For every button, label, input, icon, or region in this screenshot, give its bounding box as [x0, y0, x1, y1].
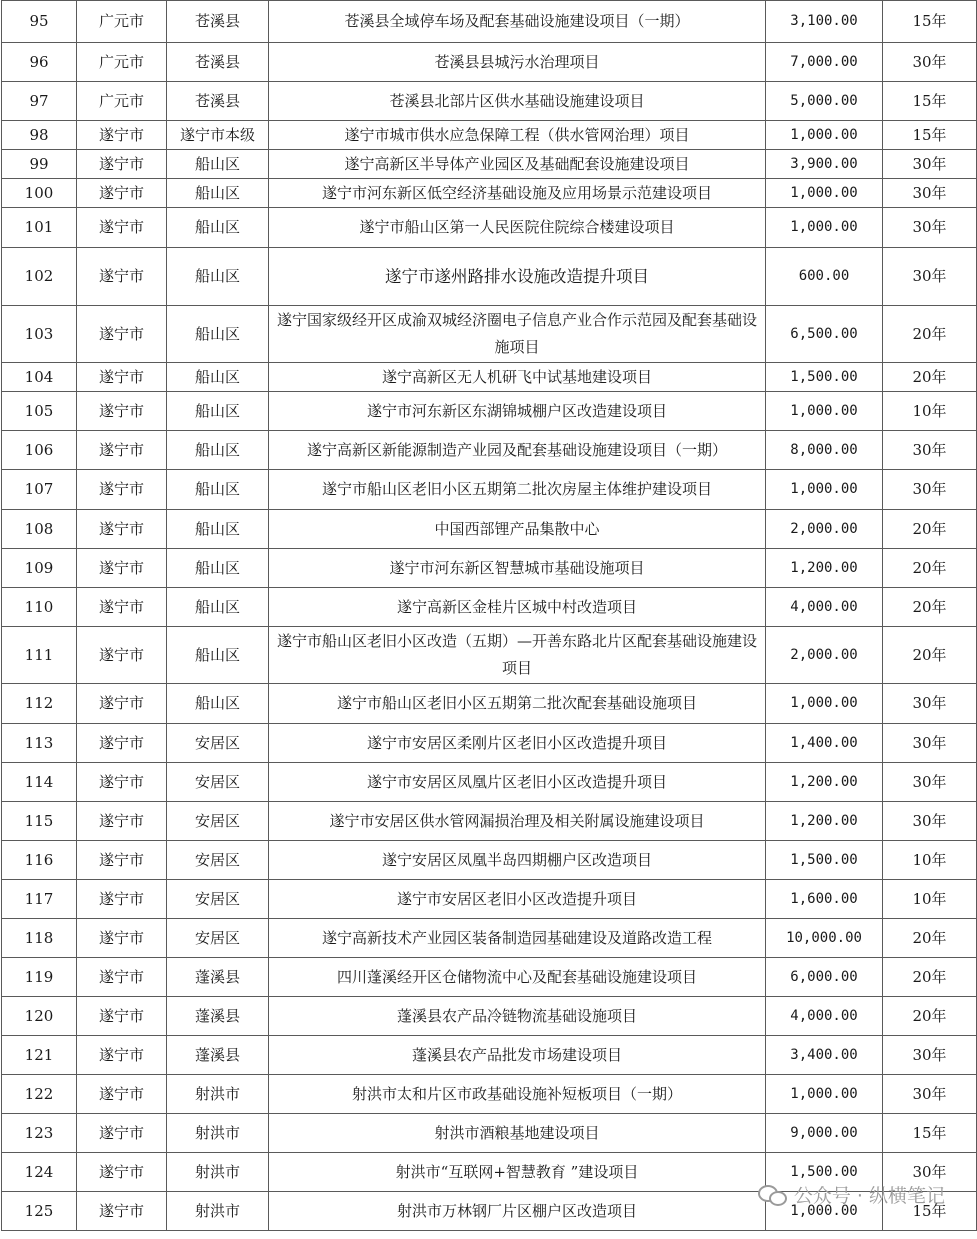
table-row: [2, 627, 977, 684]
cell-term: 30年: [883, 431, 977, 470]
cell-project: 苍溪县全域停车场及配套基础设施建设项目（一期）: [269, 1, 766, 43]
table-row: [2, 363, 977, 392]
cell-county: 船山区: [167, 627, 269, 684]
cell-no: 96: [2, 43, 77, 82]
cell-term: 30年: [883, 470, 977, 510]
cell-amount: 2,000.00: [766, 627, 883, 684]
cell-city: 遂宁市: [77, 470, 167, 510]
cell-county: 射洪市: [167, 1114, 269, 1153]
table-row: [2, 724, 977, 763]
cell-amount: 6,000.00: [766, 958, 883, 997]
cell-amount: 8,000.00: [766, 431, 883, 470]
cell-project: 射洪市太和片区市政基础设施补短板项目（一期）: [269, 1075, 766, 1114]
table-row: [2, 802, 977, 841]
cell-term: 30年: [883, 43, 977, 82]
table-row: [2, 431, 977, 470]
cell-no: 117: [2, 880, 77, 919]
cell-term: 30年: [883, 248, 977, 306]
cell-amount: 1,000.00: [766, 208, 883, 248]
cell-county: 射洪市: [167, 1192, 269, 1231]
cell-term: 20年: [883, 997, 977, 1036]
table-row: [2, 1, 977, 43]
cell-city: 遂宁市: [77, 880, 167, 919]
table-row: [2, 841, 977, 880]
cell-project: 遂宁市船山区老旧小区改造（五期）—开善东路北片区配套基础设施建设项目: [269, 627, 766, 684]
cell-amount: 4,000.00: [766, 997, 883, 1036]
table-row: [2, 208, 977, 248]
cell-amount: 1,000.00: [766, 1075, 883, 1114]
cell-no: 109: [2, 549, 77, 588]
cell-city: 遂宁市: [77, 958, 167, 997]
cell-county: 苍溪县: [167, 1, 269, 43]
cell-amount: 1,500.00: [766, 1153, 883, 1192]
table-row: [2, 470, 977, 510]
cell-amount: 1,000.00: [766, 179, 883, 208]
cell-project: 四川蓬溪经开区仓储物流中心及配套基础设施建设项目: [269, 958, 766, 997]
cell-city: 遂宁市: [77, 392, 167, 431]
cell-city: 遂宁市: [77, 588, 167, 627]
cell-city: 遂宁市: [77, 841, 167, 880]
cell-project: 遂宁高新区金桂片区城中村改造项目: [269, 588, 766, 627]
cell-county: 安居区: [167, 763, 269, 802]
cell-no: 115: [2, 802, 77, 841]
cell-term: 10年: [883, 841, 977, 880]
cell-county: 船山区: [167, 392, 269, 431]
cell-amount: 1,000.00: [766, 392, 883, 431]
cell-no: 124: [2, 1153, 77, 1192]
cell-no: 102: [2, 248, 77, 306]
cell-county: 遂宁市本级: [167, 121, 269, 150]
cell-county: 船山区: [167, 150, 269, 179]
cell-term: 20年: [883, 306, 977, 363]
table-row: [2, 588, 977, 627]
cell-no: 104: [2, 363, 77, 392]
cell-county: 船山区: [167, 549, 269, 588]
cell-no: 100: [2, 179, 77, 208]
cell-county: 蓬溪县: [167, 1036, 269, 1075]
cell-city: 遂宁市: [77, 1153, 167, 1192]
cell-project: 遂宁高新区半导体产业园区及基础配套设施建设项目: [269, 150, 766, 179]
cell-term: 30年: [883, 684, 977, 724]
cell-county: 苍溪县: [167, 82, 269, 121]
cell-project: 遂宁市城市供水应急保障工程（供水管网治理）项目: [269, 121, 766, 150]
cell-project: 蓬溪县农产品冷链物流基础设施项目: [269, 997, 766, 1036]
cell-no: 110: [2, 588, 77, 627]
table-row: [2, 919, 977, 958]
cell-amount: 1,200.00: [766, 763, 883, 802]
cell-amount: 1,500.00: [766, 841, 883, 880]
cell-no: 95: [2, 1, 77, 43]
cell-project: 遂宁市河东新区低空经济基础设施及应用场景示范建设项目: [269, 179, 766, 208]
cell-project: 遂宁市河东新区东湖锦城棚户区改造建设项目: [269, 392, 766, 431]
cell-county: 船山区: [167, 363, 269, 392]
cell-county: 船山区: [167, 306, 269, 363]
cell-term: 30年: [883, 1153, 977, 1192]
cell-city: 遂宁市: [77, 208, 167, 248]
cell-amount: 1,200.00: [766, 549, 883, 588]
cell-project: 遂宁市船山区老旧小区五期第二批次配套基础设施项目: [269, 684, 766, 724]
cell-city: 广元市: [77, 1, 167, 43]
cell-amount: 7,000.00: [766, 43, 883, 82]
cell-term: 20年: [883, 588, 977, 627]
cell-amount: 6,500.00: [766, 306, 883, 363]
cell-term: 30年: [883, 1075, 977, 1114]
cell-amount: 1,000.00: [766, 470, 883, 510]
watermark-text: 公众号 · 纵横笔记: [793, 1184, 945, 1207]
cell-no: 119: [2, 958, 77, 997]
cell-term: 15年: [883, 1192, 977, 1231]
cell-no: 122: [2, 1075, 77, 1114]
cell-term: 15年: [883, 82, 977, 121]
cell-no: 114: [2, 763, 77, 802]
cell-no: 105: [2, 392, 77, 431]
cell-project: 遂宁国家级经开区成渝双城经济圈电子信息产业合作示范园及配套基础设施项目: [269, 306, 766, 363]
cell-city: 遂宁市: [77, 431, 167, 470]
cell-amount: 1,000.00: [766, 684, 883, 724]
cell-project: 蓬溪县农产品批发市场建设项目: [269, 1036, 766, 1075]
cell-project: 遂宁安居区凤凰半岛四期棚户区改造项目: [269, 841, 766, 880]
cell-term: 30年: [883, 802, 977, 841]
cell-term: 20年: [883, 549, 977, 588]
table-row: [2, 880, 977, 919]
cell-project: 射洪市“互联网+智慧教育 ”建设项目: [269, 1153, 766, 1192]
table-row: [2, 1114, 977, 1153]
cell-no: 112: [2, 684, 77, 724]
wechat-icon: [758, 1183, 788, 1205]
cell-no: 99: [2, 150, 77, 179]
cell-city: 遂宁市: [77, 627, 167, 684]
cell-project: 苍溪县北部片区供水基础设施建设项目: [269, 82, 766, 121]
cell-county: 船山区: [167, 588, 269, 627]
table-row: [2, 684, 977, 724]
cell-project: 遂宁高新区新能源制造产业园及配套基础设施建设项目（一期）: [269, 431, 766, 470]
cell-county: 苍溪县: [167, 43, 269, 82]
cell-city: 遂宁市: [77, 121, 167, 150]
cell-term: 20年: [883, 627, 977, 684]
cell-term: 20年: [883, 919, 977, 958]
cell-term: 15年: [883, 1114, 977, 1153]
cell-no: 101: [2, 208, 77, 248]
cell-project: 遂宁高新技术产业园区装备制造园基础建设及道路改造工程: [269, 919, 766, 958]
cell-project: 苍溪县县城污水治理项目: [269, 43, 766, 82]
cell-no: 111: [2, 627, 77, 684]
cell-project: 射洪市酒粮基地建设项目: [269, 1114, 766, 1153]
cell-term: 30年: [883, 724, 977, 763]
cell-city: 遂宁市: [77, 763, 167, 802]
cell-no: 121: [2, 1036, 77, 1075]
cell-county: 蓬溪县: [167, 958, 269, 997]
cell-county: 射洪市: [167, 1075, 269, 1114]
cell-term: 15年: [883, 121, 977, 150]
cell-amount: 1,000.00: [766, 1192, 883, 1231]
table-row: [2, 179, 977, 208]
cell-city: 遂宁市: [77, 919, 167, 958]
table-row: [2, 43, 977, 82]
cell-no: 98: [2, 121, 77, 150]
cell-city: 广元市: [77, 43, 167, 82]
cell-county: 安居区: [167, 880, 269, 919]
cell-project: 遂宁市河东新区智慧城市基础设施项目: [269, 549, 766, 588]
table-row: [2, 248, 977, 306]
cell-term: 30年: [883, 763, 977, 802]
cell-project: 遂宁市船山区第一人民医院住院综合楼建设项目: [269, 208, 766, 248]
table-row: [2, 763, 977, 802]
project-table-body: [2, 1, 977, 1231]
cell-city: 遂宁市: [77, 1075, 167, 1114]
cell-amount: 3,400.00: [766, 1036, 883, 1075]
cell-no: 113: [2, 724, 77, 763]
table-row: [2, 306, 977, 363]
table-row: [2, 392, 977, 431]
cell-term: 10年: [883, 880, 977, 919]
cell-term: 30年: [883, 179, 977, 208]
cell-amount: 9,000.00: [766, 1114, 883, 1153]
cell-county: 船山区: [167, 179, 269, 208]
cell-amount: 3,100.00: [766, 1, 883, 43]
account-watermark: [758, 1178, 945, 1210]
cell-county: 安居区: [167, 919, 269, 958]
cell-amount: 1,200.00: [766, 802, 883, 841]
table-row: [2, 958, 977, 997]
table-row: [2, 549, 977, 588]
table-row: [2, 510, 977, 549]
cell-project: 遂宁市安居区老旧小区改造提升项目: [269, 880, 766, 919]
table-row: [2, 1075, 977, 1114]
cell-project: 射洪市万林钢厂片区棚户区改造项目: [269, 1192, 766, 1231]
cell-term: 30年: [883, 150, 977, 179]
cell-amount: 3,900.00: [766, 150, 883, 179]
cell-county: 安居区: [167, 724, 269, 763]
cell-city: 遂宁市: [77, 1192, 167, 1231]
cell-no: 116: [2, 841, 77, 880]
cell-city: 遂宁市: [77, 150, 167, 179]
cell-city: 遂宁市: [77, 1114, 167, 1153]
cell-term: 30年: [883, 1036, 977, 1075]
cell-term: 30年: [883, 208, 977, 248]
table-row: [2, 121, 977, 150]
cell-city: 遂宁市: [77, 802, 167, 841]
cell-amount: 2,000.00: [766, 510, 883, 549]
cell-city: 遂宁市: [77, 179, 167, 208]
cell-city: 遂宁市: [77, 684, 167, 724]
cell-county: 安居区: [167, 802, 269, 841]
cell-city: 遂宁市: [77, 248, 167, 306]
cell-county: 船山区: [167, 684, 269, 724]
table-row: [2, 150, 977, 179]
project-table: [1, 0, 977, 1231]
cell-project: 遂宁市遂州路排水设施改造提升项目: [269, 248, 766, 306]
cell-no: 118: [2, 919, 77, 958]
cell-amount: 1,400.00: [766, 724, 883, 763]
cell-city: 遂宁市: [77, 510, 167, 549]
cell-amount: 10,000.00: [766, 919, 883, 958]
cell-county: 蓬溪县: [167, 997, 269, 1036]
cell-city: 遂宁市: [77, 1036, 167, 1075]
cell-city: 广元市: [77, 82, 167, 121]
cell-county: 射洪市: [167, 1153, 269, 1192]
cell-no: 97: [2, 82, 77, 121]
cell-county: 安居区: [167, 841, 269, 880]
cell-county: 船山区: [167, 248, 269, 306]
cell-term: 15年: [883, 1, 977, 43]
cell-no: 120: [2, 997, 77, 1036]
cell-term: 20年: [883, 510, 977, 549]
cell-county: 船山区: [167, 510, 269, 549]
table-row: [2, 82, 977, 121]
cell-project: 遂宁市安居区柔刚片区老旧小区改造提升项目: [269, 724, 766, 763]
cell-project: 遂宁市安居区供水管网漏损治理及相关附属设施建设项目: [269, 802, 766, 841]
cell-term: 10年: [883, 392, 977, 431]
cell-no: 106: [2, 431, 77, 470]
cell-amount: 1,000.00: [766, 121, 883, 150]
cell-project: 遂宁高新区无人机研飞中试基地建设项目: [269, 363, 766, 392]
cell-amount: 1,500.00: [766, 363, 883, 392]
cell-county: 船山区: [167, 470, 269, 510]
table-row: [2, 1036, 977, 1075]
cell-no: 108: [2, 510, 77, 549]
cell-city: 遂宁市: [77, 997, 167, 1036]
cell-amount: 5,000.00: [766, 82, 883, 121]
cell-no: 123: [2, 1114, 77, 1153]
cell-city: 遂宁市: [77, 363, 167, 392]
cell-county: 船山区: [167, 431, 269, 470]
cell-project: 中国西部锂产品集散中心: [269, 510, 766, 549]
cell-project: 遂宁市船山区老旧小区五期第二批次房屋主体维护建设项目: [269, 470, 766, 510]
cell-city: 遂宁市: [77, 306, 167, 363]
cell-term: 20年: [883, 363, 977, 392]
cell-project: 遂宁市安居区凤凰片区老旧小区改造提升项目: [269, 763, 766, 802]
cell-no: 107: [2, 470, 77, 510]
cell-no: 125: [2, 1192, 77, 1231]
cell-amount: 4,000.00: [766, 588, 883, 627]
cell-city: 遂宁市: [77, 724, 167, 763]
cell-no: 103: [2, 306, 77, 363]
cell-amount: 1,600.00: [766, 880, 883, 919]
cell-term: 20年: [883, 958, 977, 997]
cell-amount: 600.00: [766, 248, 883, 306]
table-row: [2, 997, 977, 1036]
cell-county: 船山区: [167, 208, 269, 248]
cell-city: 遂宁市: [77, 549, 167, 588]
